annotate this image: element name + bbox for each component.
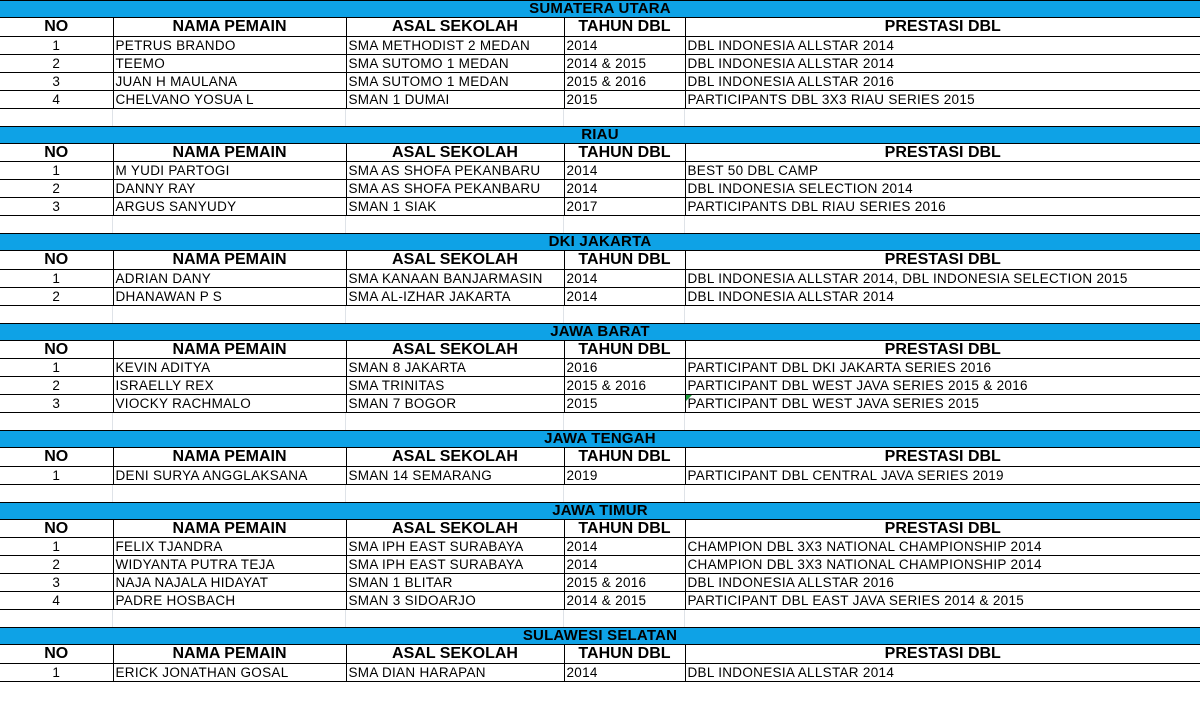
cell-no[interactable]: 1 [0, 663, 113, 681]
cell-tahun[interactable]: 2014 & 2015 [564, 54, 685, 72]
region-title[interactable]: RIAU [0, 126, 1200, 144]
player-table [0, 18, 1200, 109]
cell-nama[interactable]: NAJA NAJALA HIDAYAT [113, 574, 346, 592]
cell-nama[interactable]: ADRIAN DANY [113, 269, 346, 287]
table-row [0, 269, 1200, 287]
cell-no[interactable]: 1 [0, 36, 113, 54]
cell-nama[interactable]: DHANAWAN P S [113, 287, 346, 305]
column-header-no[interactable]: NO [0, 520, 113, 538]
cell-no[interactable]: 4 [0, 90, 113, 108]
column-header-asal[interactable]: ASAL SEKOLAH [346, 520, 564, 538]
cell-tahun[interactable]: 2014 [564, 180, 685, 198]
cell-prestasi[interactable]: PARTICIPANT DBL CENTRAL JAVA SERIES 2019 [685, 466, 1200, 484]
column-header-prestasi[interactable]: PRESTASI DBL [685, 144, 1200, 162]
empty-row[interactable] [0, 413, 1200, 430]
cell-prestasi[interactable]: CHAMPION DBL 3X3 NATIONAL CHAMPIONSHIP 2014 [685, 538, 1200, 556]
cell-no[interactable]: 3 [0, 72, 113, 90]
column-header-no[interactable]: NO [0, 18, 113, 36]
table-row [0, 359, 1200, 377]
column-header-tahun[interactable]: TAHUN DBL [564, 18, 685, 36]
empty-row[interactable] [0, 109, 1200, 126]
cell-tahun[interactable]: 2014 & 2015 [564, 592, 685, 610]
cell-no[interactable]: 1 [0, 359, 113, 377]
cell-tahun[interactable]: 2014 [564, 287, 685, 305]
cell-tahun[interactable]: 2014 [564, 162, 685, 180]
player-table [0, 251, 1200, 306]
player-table [0, 448, 1200, 485]
column-header-asal[interactable]: ASAL SEKOLAH [346, 18, 564, 36]
region-title[interactable]: JAWA TENGAH [0, 430, 1200, 448]
cell-tahun[interactable]: 2015 [564, 395, 685, 413]
cell-asal[interactable]: SMAN 1 SIAK [346, 198, 564, 216]
cell-prestasi[interactable]: PARTICIPANT DBL WEST JAVA SERIES 2015 [685, 395, 1200, 413]
region-title[interactable]: SUMATERA UTARA [0, 0, 1200, 18]
column-header-tahun[interactable]: TAHUN DBL [564, 251, 685, 269]
column-header-asal[interactable]: ASAL SEKOLAH [346, 448, 564, 466]
cell-asal[interactable]: SMA IPH EAST SURABAYA [346, 556, 564, 574]
cell-asal[interactable]: SMAN 3 SIDOARJO [346, 592, 564, 610]
region-section [0, 233, 1200, 323]
cell-asal[interactable]: SMA DIAN HARAPAN [346, 663, 564, 681]
cell-asal[interactable]: SMAN 14 SEMARANG [346, 466, 564, 484]
column-header-no[interactable]: NO [0, 448, 113, 466]
table-row [0, 72, 1200, 90]
region-section [0, 323, 1200, 431]
cell-prestasi[interactable]: DBL INDONESIA ALLSTAR 2014 [685, 663, 1200, 681]
cell-no[interactable]: 3 [0, 395, 113, 413]
cell-nama[interactable]: TEEMO [113, 54, 346, 72]
cell-prestasi[interactable]: DBL INDONESIA SELECTION 2014 [685, 180, 1200, 198]
cell-prestasi[interactable]: DBL INDONESIA ALLSTAR 2014 [685, 36, 1200, 54]
cell-asal[interactable]: SMA TRINITAS [346, 377, 564, 395]
cell-prestasi[interactable]: PARTICIPANT DBL WEST JAVA SERIES 2015 & 2016 [685, 377, 1200, 395]
column-header-no[interactable]: NO [0, 341, 113, 359]
column-header-prestasi[interactable]: PRESTASI DBL [685, 448, 1200, 466]
cell-tahun[interactable]: 2014 [564, 538, 685, 556]
cell-prestasi[interactable]: DBL INDONESIA ALLSTAR 2014 [685, 287, 1200, 305]
cell-no[interactable]: 1 [0, 162, 113, 180]
table-row [0, 54, 1200, 72]
column-header-asal[interactable]: ASAL SEKOLAH [346, 341, 564, 359]
cell-nama[interactable]: M YUDI PARTOGI [113, 162, 346, 180]
cell-no[interactable]: 2 [0, 556, 113, 574]
table-row [0, 395, 1200, 413]
cell-prestasi[interactable]: BEST 50 DBL CAMP [685, 162, 1200, 180]
column-header-prestasi[interactable]: PRESTASI DBL [685, 645, 1200, 663]
empty-row[interactable] [0, 485, 1200, 502]
column-header-no[interactable]: NO [0, 645, 113, 663]
cell-asal[interactable]: SMA METHODIST 2 MEDAN [346, 36, 564, 54]
player-table [0, 341, 1200, 414]
cell-asal[interactable]: SMAN 1 DUMAI [346, 90, 564, 108]
table-row [0, 538, 1200, 556]
empty-row[interactable] [0, 610, 1200, 627]
player-table [0, 645, 1200, 682]
cell-asal[interactable]: SMA AS SHOFA PEKANBARU [346, 180, 564, 198]
cell-tahun[interactable]: 2015 & 2016 [564, 377, 685, 395]
cell-indicator-icon [686, 395, 692, 401]
cell-no[interactable]: 2 [0, 377, 113, 395]
cell-asal[interactable]: SMAN 1 BLITAR [346, 574, 564, 592]
region-title[interactable]: JAWA BARAT [0, 323, 1200, 341]
header-row [0, 448, 1200, 466]
table-row [0, 198, 1200, 216]
column-header-nama[interactable]: NAMA PEMAIN [113, 645, 346, 663]
column-header-prestasi[interactable]: PRESTASI DBL [685, 18, 1200, 36]
cell-prestasi[interactable]: DBL INDONESIA ALLSTAR 2014 [685, 54, 1200, 72]
cell-nama[interactable]: KEVIN ADITYA [113, 359, 346, 377]
cell-tahun[interactable]: 2014 [564, 556, 685, 574]
header-row [0, 645, 1200, 663]
cell-tahun[interactable]: 2015 & 2016 [564, 574, 685, 592]
cell-nama[interactable]: PETRUS BRANDO [113, 36, 346, 54]
player-table [0, 520, 1200, 611]
cell-tahun[interactable]: 2015 & 2016 [564, 72, 685, 90]
table-row [0, 377, 1200, 395]
column-header-nama[interactable]: NAMA PEMAIN [113, 251, 346, 269]
table-row [0, 90, 1200, 108]
empty-row[interactable] [0, 216, 1200, 233]
cell-prestasi[interactable]: PARTICIPANT DBL EAST JAVA SERIES 2014 & 2015 [685, 592, 1200, 610]
column-header-nama[interactable]: NAMA PEMAIN [113, 144, 346, 162]
cell-nama[interactable]: ARGUS SANYUDY [113, 198, 346, 216]
header-row [0, 520, 1200, 538]
header-row [0, 251, 1200, 269]
cell-no[interactable]: 2 [0, 180, 113, 198]
column-header-prestasi[interactable]: PRESTASI DBL [685, 251, 1200, 269]
cell-tahun[interactable]: 2015 [564, 90, 685, 108]
header-row [0, 144, 1200, 162]
cell-nama[interactable]: FELIX TJANDRA [113, 538, 346, 556]
cell-tahun[interactable]: 2017 [564, 198, 685, 216]
cell-nama[interactable]: VIOCKY RACHMALO [113, 395, 346, 413]
cell-prestasi[interactable]: PARTICIPANTS DBL 3X3 RIAU SERIES 2015 [685, 90, 1200, 108]
table-row [0, 556, 1200, 574]
column-header-asal[interactable]: ASAL SEKOLAH [346, 645, 564, 663]
column-header-nama[interactable]: NAMA PEMAIN [113, 341, 346, 359]
region-section [0, 0, 1200, 126]
column-header-nama[interactable]: NAMA PEMAIN [113, 18, 346, 36]
column-header-tahun[interactable]: TAHUN DBL [564, 341, 685, 359]
header-row [0, 18, 1200, 36]
cell-prestasi[interactable]: CHAMPION DBL 3X3 NATIONAL CHAMPIONSHIP 2014 [685, 556, 1200, 574]
player-table [0, 144, 1200, 217]
column-header-tahun[interactable]: TAHUN DBL [564, 520, 685, 538]
cell-no[interactable]: 4 [0, 592, 113, 610]
column-header-asal[interactable]: ASAL SEKOLAH [346, 251, 564, 269]
cell-nama[interactable]: CHELVANO YOSUA L [113, 90, 346, 108]
cell-prestasi[interactable]: PARTICIPANT DBL DKI JAKARTA SERIES 2016 [685, 359, 1200, 377]
table-row [0, 180, 1200, 198]
region-section [0, 627, 1200, 682]
table-row [0, 162, 1200, 180]
column-header-tahun[interactable]: TAHUN DBL [564, 645, 685, 663]
table-row [0, 36, 1200, 54]
cell-no[interactable]: 1 [0, 269, 113, 287]
region-title[interactable]: DKI JAKARTA [0, 233, 1200, 251]
cell-nama[interactable]: DENI SURYA ANGGLAKSANA [113, 466, 346, 484]
cell-tahun[interactable]: 2014 [564, 269, 685, 287]
table-row [0, 663, 1200, 681]
cell-nama[interactable]: PADRE HOSBACH [113, 592, 346, 610]
column-header-prestasi[interactable]: PRESTASI DBL [685, 520, 1200, 538]
table-row [0, 592, 1200, 610]
cell-tahun[interactable]: 2014 [564, 663, 685, 681]
cell-asal[interactable]: SMA SUTOMO 1 MEDAN [346, 54, 564, 72]
cell-prestasi[interactable]: DBL INDONESIA ALLSTAR 2014, DBL INDONESIA SELECTION 2015 [685, 269, 1200, 287]
region-title[interactable]: SULAWESI SELATAN [0, 627, 1200, 645]
cell-asal[interactable]: SMA AS SHOFA PEKANBARU [346, 162, 564, 180]
cell-prestasi[interactable]: DBL INDONESIA ALLSTAR 2016 [685, 574, 1200, 592]
cell-tahun[interactable]: 2014 [564, 36, 685, 54]
cell-asal[interactable]: SMA KANAAN BANJARMASIN [346, 269, 564, 287]
cell-asal[interactable]: SMAN 7 BOGOR [346, 395, 564, 413]
region-section [0, 502, 1200, 628]
column-header-tahun[interactable]: TAHUN DBL [564, 448, 685, 466]
column-header-asal[interactable]: ASAL SEKOLAH [346, 144, 564, 162]
cell-tahun[interactable]: 2016 [564, 359, 685, 377]
header-row [0, 341, 1200, 359]
region-title[interactable]: JAWA TIMUR [0, 502, 1200, 520]
region-section [0, 430, 1200, 502]
column-header-tahun[interactable]: TAHUN DBL [564, 144, 685, 162]
cell-no[interactable]: 1 [0, 538, 113, 556]
cell-nama[interactable]: JUAN H MAULANA [113, 72, 346, 90]
cell-nama[interactable]: WIDYANTA PUTRA TEJA [113, 556, 346, 574]
column-header-prestasi[interactable]: PRESTASI DBL [685, 341, 1200, 359]
cell-asal[interactable]: SMAN 8 JAKARTA [346, 359, 564, 377]
cell-no[interactable]: 1 [0, 466, 113, 484]
cell-nama[interactable]: ERICK JONATHAN GOSAL [113, 663, 346, 681]
column-header-nama[interactable]: NAMA PEMAIN [113, 520, 346, 538]
cell-asal[interactable]: SMA IPH EAST SURABAYA [346, 538, 564, 556]
table-row [0, 287, 1200, 305]
cell-prestasi[interactable]: DBL INDONESIA ALLSTAR 2016 [685, 72, 1200, 90]
cell-nama[interactable]: DANNY RAY [113, 180, 346, 198]
empty-row[interactable] [0, 306, 1200, 323]
cell-nama[interactable]: ISRAELLY REX [113, 377, 346, 395]
cell-tahun[interactable]: 2019 [564, 466, 685, 484]
cell-no[interactable]: 3 [0, 574, 113, 592]
cell-asal[interactable]: SMA SUTOMO 1 MEDAN [346, 72, 564, 90]
column-header-nama[interactable]: NAMA PEMAIN [113, 448, 346, 466]
cell-no[interactable]: 2 [0, 287, 113, 305]
column-header-no[interactable]: NO [0, 144, 113, 162]
table-row [0, 574, 1200, 592]
region-section [0, 126, 1200, 234]
cell-no[interactable]: 3 [0, 198, 113, 216]
cell-asal[interactable]: SMA AL-IZHAR JAKARTA [346, 287, 564, 305]
cell-prestasi[interactable]: PARTICIPANTS DBL RIAU SERIES 2016 [685, 198, 1200, 216]
cell-no[interactable]: 2 [0, 54, 113, 72]
column-header-no[interactable]: NO [0, 251, 113, 269]
table-row [0, 466, 1200, 484]
